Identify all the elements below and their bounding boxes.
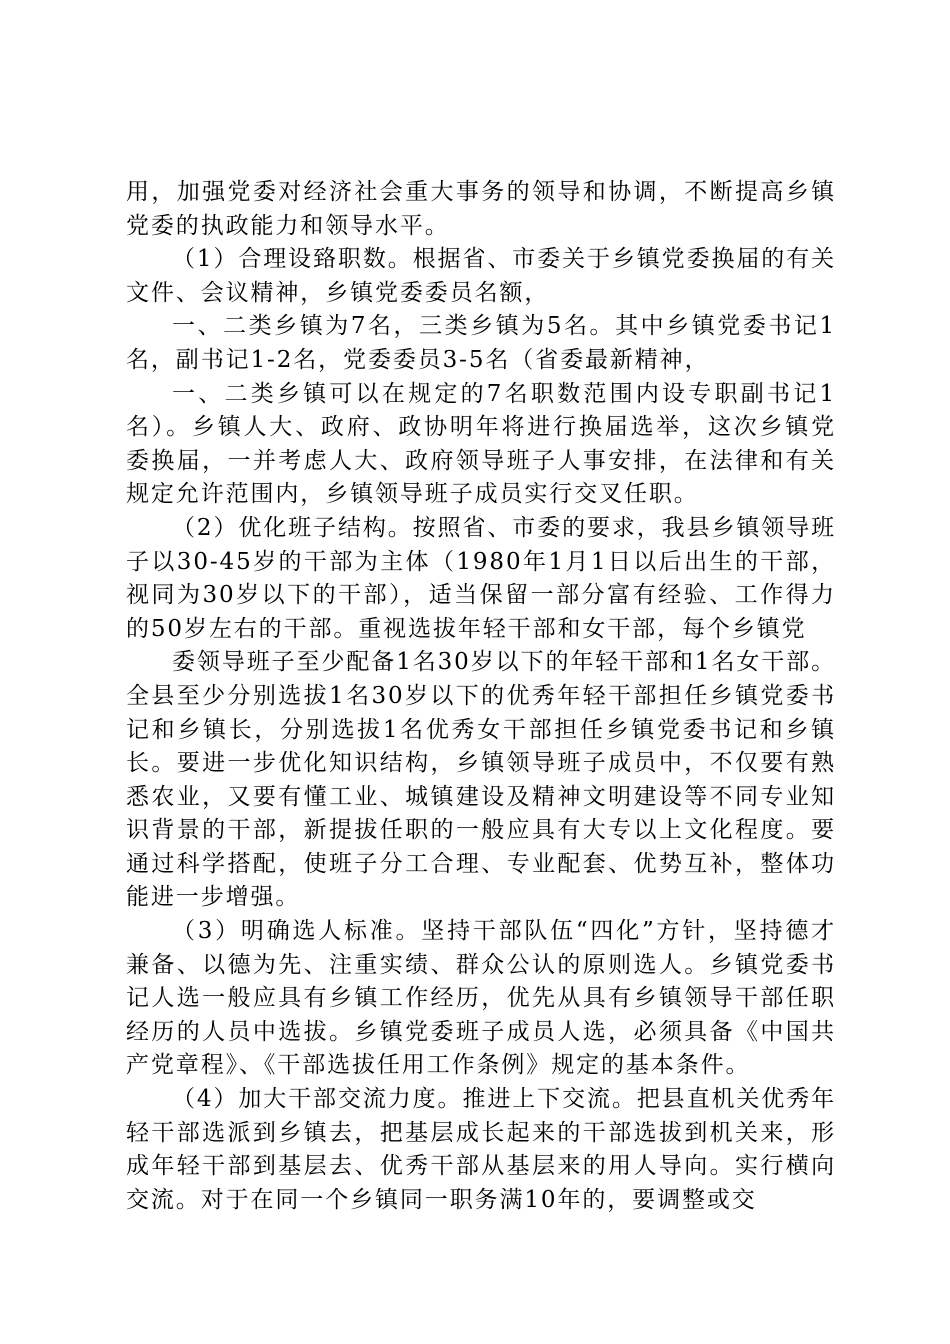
paragraph-2-optimize-structure: （2）优化班子结构。按照省、市委的要求，我县乡镇领导班子以30-45岁的干部为主体（1980年1月1日以后出生的干部，视同为30岁以下的干部），适当保留一部分富有经验、工作得力的50岁左右的干部。重视选拔年轻干部和女干部，每个乡镇党 — [126, 514, 836, 642]
paragraph-young-and-female-cadres: 委领导班子至少配备1名30岁以下的年轻干部和1名女干部。全县至少分别选拔1名30岁以下的优秀年轻干部担任乡镇党委书记和乡镇长，分别选拔1名优秀女干部担任乡镇党委书记和乡镇长。要进一步优化知识结构，乡镇领导班子成员中，不仅要有熟悉农业，又要有懂工业、城镇建设及精神文明建设等不同专业知识背景的干部，新提拔任职的一般应具有大专以上文化程度。要通过科学搭配，使班子分工合理、专业配套、优势互补，整体功能进一步增强。 — [126, 649, 836, 911]
document-body — [126, 176, 836, 1217]
paragraph-1-set-positions: （1）合理设臵职数。根据省、市委关于乡镇党委换届的有关文件、会议精神，乡镇党委委员名额， — [126, 246, 836, 306]
paragraph-4-cadre-exchange: （4）加大干部交流力度。推进上下交流。把县直机关优秀年轻干部选派到乡镇去，把基层成长起来的干部选拔到机关来，形成年轻干部到基层去、优秀干部从基层来的用人导向。实行横向交流。对于在同一个乡镇同一职务满10年的，要调整或交 — [126, 1086, 836, 1213]
paragraph-quota: 一、二类乡镇为7名，三类乡镇为5名。其中乡镇党委书记1名，副书记1-2名，党委委员3-5名（省委最新精神， — [126, 313, 836, 373]
paragraph-continuation: 用，加强党委对经济社会重大事务的领导和协调，不断提高乡镇党委的执政能力和领导水平。 — [126, 179, 836, 239]
paragraph-3-selection-standards: （3）明确选人标准。坚持干部队伍“四化”方针，坚持德才兼备、以德为先、注重实绩、群众公认的原则选人。乡镇党委书记人选一般应具有乡镇工作经历，优先从具有乡镇领导干部任职经历的人员中选拔。乡镇党委班子成员人选，必须具备《中国共产党章程》、《干部选拔任用工作条例》规定的基本条件。 — [126, 918, 836, 1079]
paragraph-deputy-secretary: 一、二类乡镇可以在规定的7名职数范围内设专职副书记1名）。乡镇人大、政府、政协明年将进行换届选举，这次乡镇党委换届，一并考虑人大、政府领导班子人事安排，在法律和有关规定允许范围内，乡镇领导班子成员实行交叉任职。 — [126, 380, 836, 508]
